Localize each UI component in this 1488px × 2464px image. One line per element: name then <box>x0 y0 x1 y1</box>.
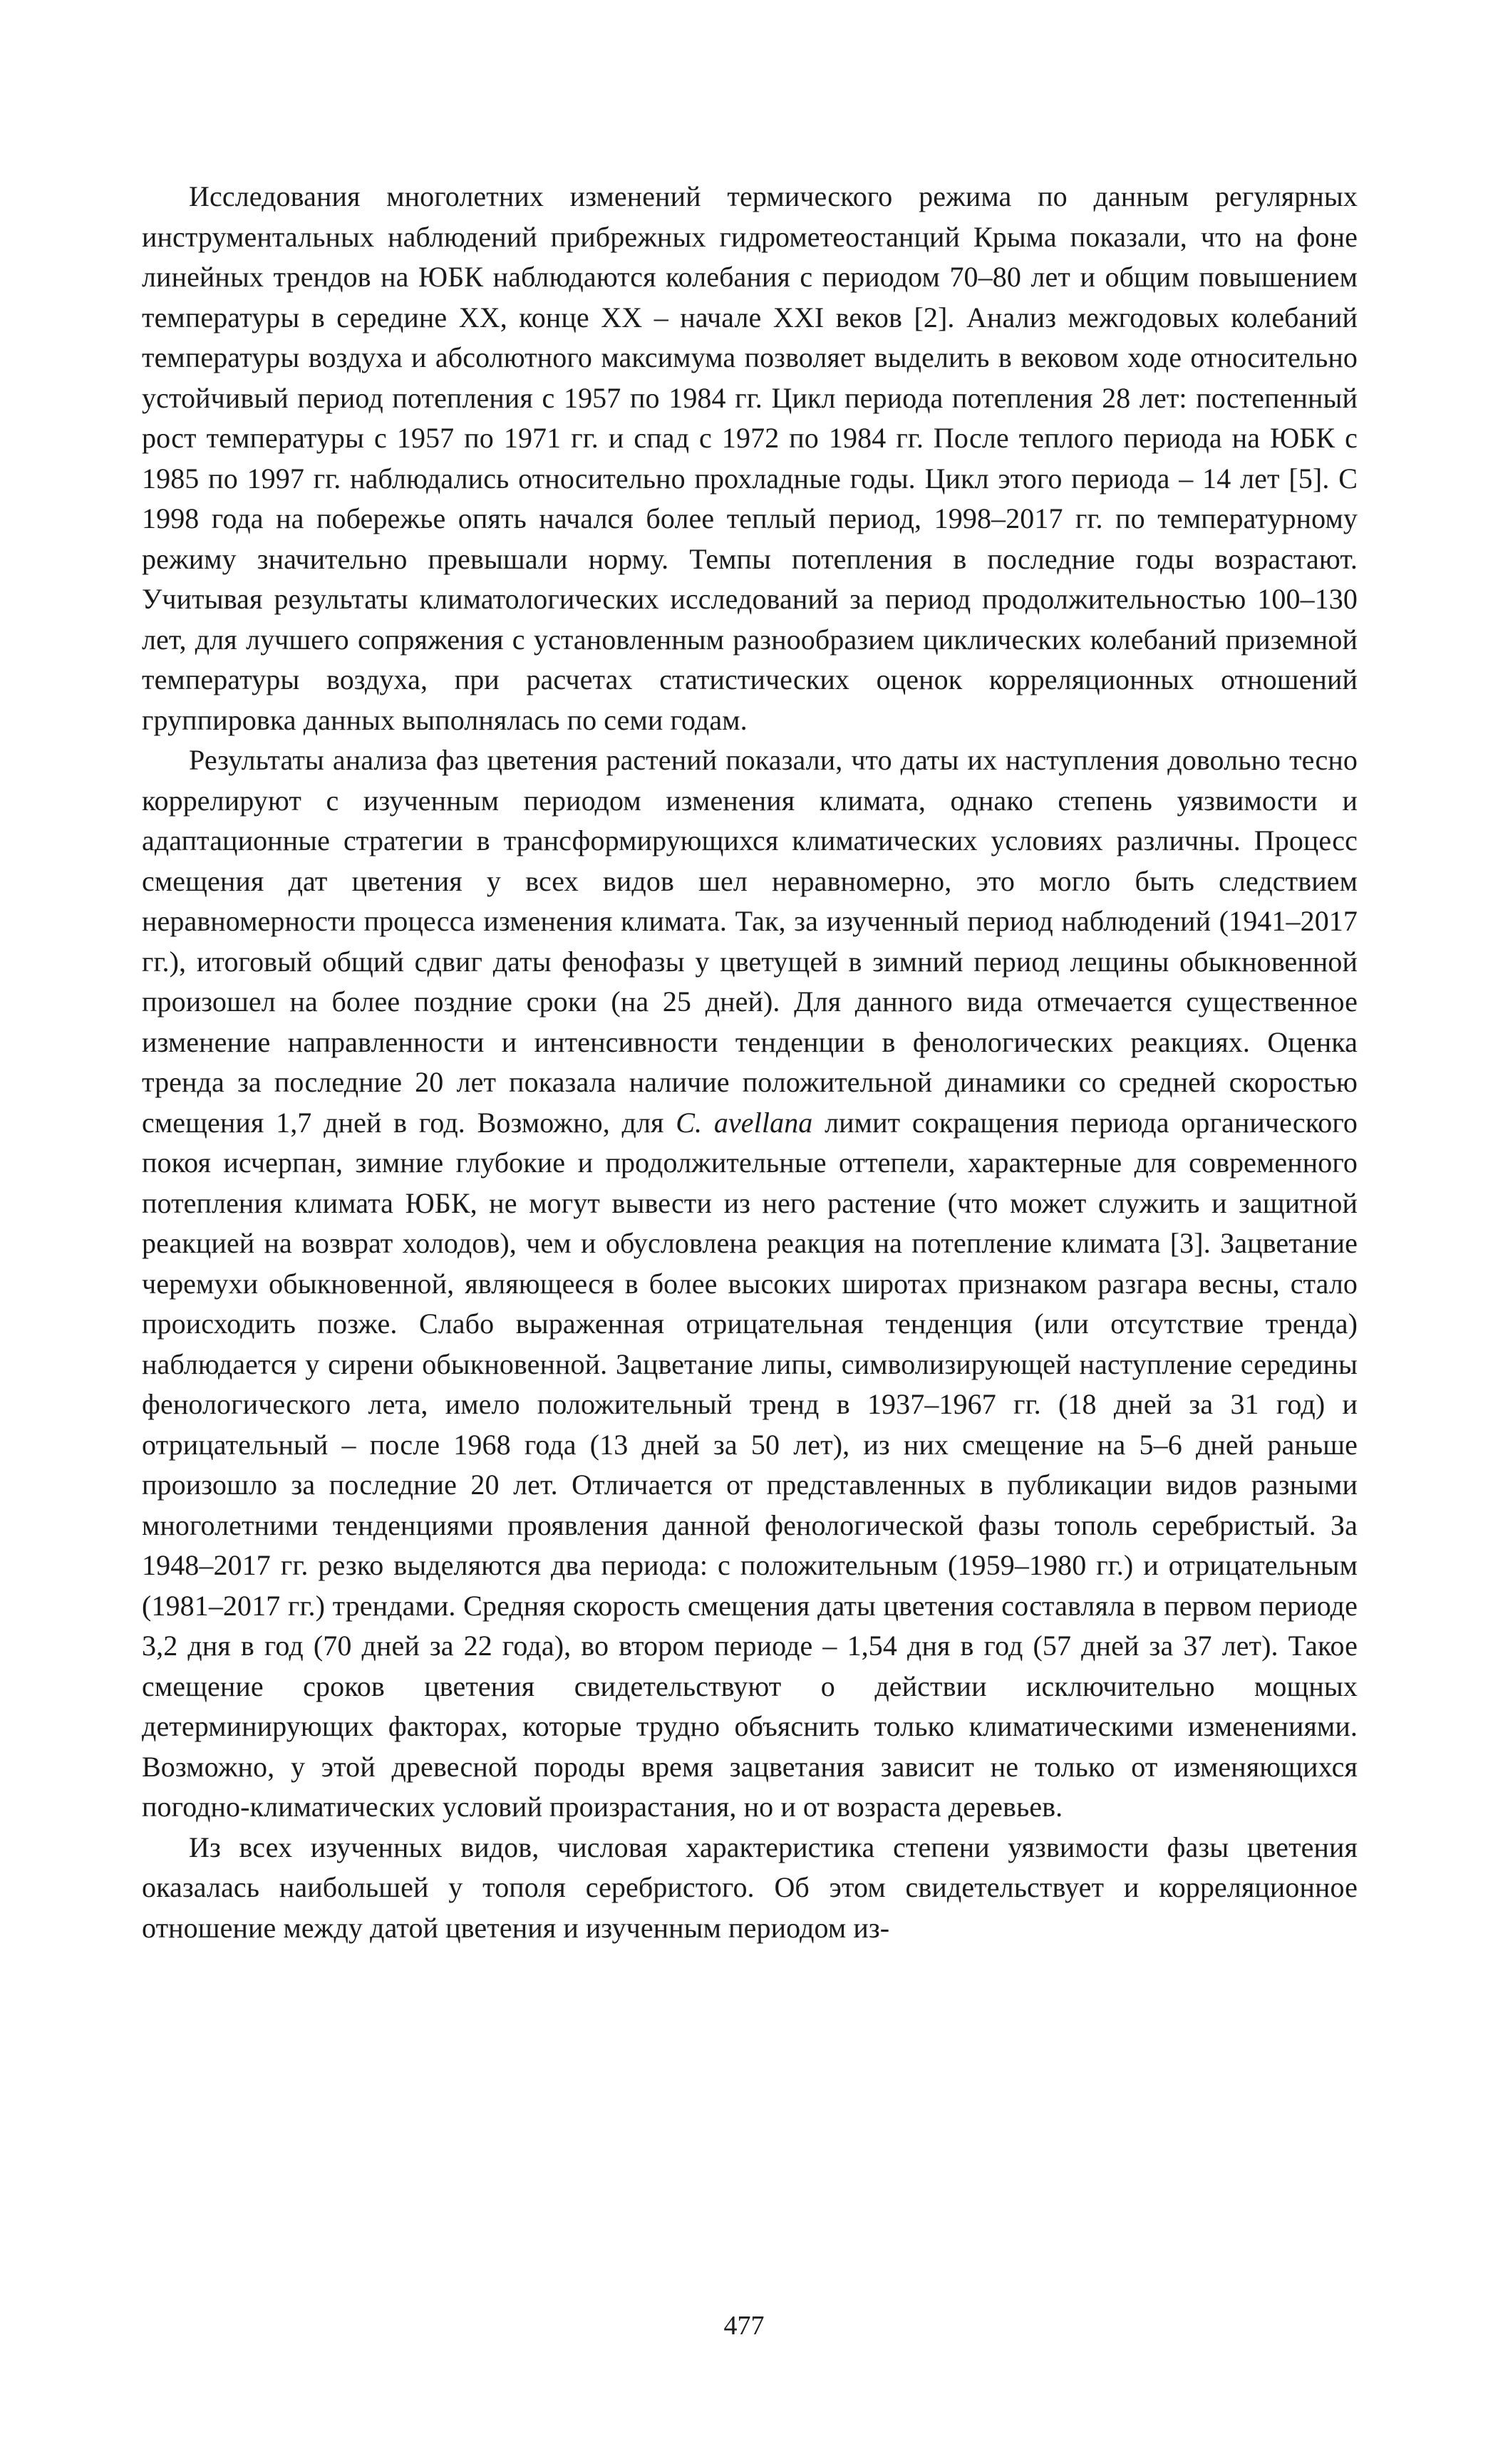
page-number: 477 <box>723 2311 765 2341</box>
species-name-italic: C. avellana <box>676 1106 813 1139</box>
paragraph-text-segment: Результаты анализа фаз цветения растений показали, что даты их наступления довольно тесно коррелируют с изученным периодом изменения климата, однако степень уязвимости и адаптационные стратегии в трансформирующихся климатических условиях различны. Процесс смещения дат цветения у всех видов шел неравномерно, это могло быть следствием неравномерности процесса изменения климата. Так, за изученный период наблюдений (1941–2017 гг.), итоговый общий сдвиг даты фенофазы у цветущей в зимний период лещины обыкновенной произошел на более поздние сроки (на 25 дней). Для данного вида отмечается существенное изменение направленности и интенсивности тенденции в фенологических реакциях. Оценка тренда за последние 20 лет показала наличие положительной динамики со средней скоростью смещения 1,7 дней в год. Возможно, для <box>142 744 1358 1139</box>
paragraph-flowering-phases <box>142 740 1358 1828</box>
paragraph-text-segment: лимит сокращения периода органического покоя исчерпан, зимние глубокие и продолжительные оттепели, характерные для современного потепления климата ЮБК, не могут вывести из него растение (что может служить и защитной реакцией на возврат холодов), чем и обусловлена реакция на потепление климата [3]. Зацветание черемухи обыкновенной, являющееся в более высоких широтах признаком разгара весны, стало происходить позже. Слабо выраженная отрицательная тенденция (или отсутствие тренда) наблюдается у сирени обыкновенной. Зацветание липы, символизирующей наступление середины фенологического лета, имело положительный тренд в 1937–1967 гг. (18 дней за 31 год) и отрицательный – после 1968 года (13 дней за 50 лет), из них смещение на 5–6 дней раньше произошло за последние 20 лет. Отличается от представленных в публикации видов разными многолетними тенденциями проявления данной фенологической фазы тополь серебристый. За 1948–2017 гг. резко выделяются два периода: с положительным (1959–1980 гг.) и отрицательным (1981–2017 гг.) трендами. Средняя скорость смещения даты цветения составляла в первом периоде 3,2 дня в год (70 дней за 22 года), во втором периоде – 1,54 дня в год (57 дней за 37 лет). Такое смещение сроков цветения свидетельствуют о действии исключительно мощных детерминирующих факторах, которые трудно объяснить только климатическими изменениями. Возможно, у этой древесной породы время зацветания зависит не только от изменяющихся погодно-климатических условий произрастания, но и от возраста деревьев. <box>142 1106 1358 1823</box>
body-text <box>142 177 1358 1948</box>
paragraph-climate-trends: Исследования многолетних изменений термического режима по данным регулярных инструментальных наблюдений прибрежных гидрометеостанций Крыма показали, что на фоне линейных трендов на ЮБК наблюдаются колебания с периодом 70–80 лет и общим повышением температуры в середине XX, конце XX – начале XXI веков [2]. Анализ межгодовых колебаний температуры воздуха и абсолютного максимума позволяет выделить в вековом ходе относительно устойчивый период потепления с 1957 по 1984 гг. Цикл периода потепления 28 лет: постепенный рост температуры с 1957 по 1971 гг. и спад с 1972 по 1984 гг. После теплого периода на ЮБК с 1985 по 1997 гг. наблюдались относительно прохладные годы. Цикл этого периода – 14 лет [5]. С 1998 года на побережье опять начался более теплый период, 1998–2017 гг. по температурному режиму значительно превышали норму. Темпы потепления в последние годы возрастают. Учитывая результаты климатологических исследований за период продолжительностью 100–130 лет, для лучшего сопряжения с установленным разнообразием циклических колебаний приземной температуры воздуха, при расчетах статистических оценок корреляционных отношений группировка данных выполнялась по семи годам. <box>142 180 1358 736</box>
paragraph-vulnerability: Из всех изученных видов, числовая характеристика степени уязвимости фазы цветения оказалась наибольшей у тополя серебристого. Об этом свидетельствует и корреляционное отношение между датой цветения и изученным периодом из- <box>142 1831 1358 1944</box>
